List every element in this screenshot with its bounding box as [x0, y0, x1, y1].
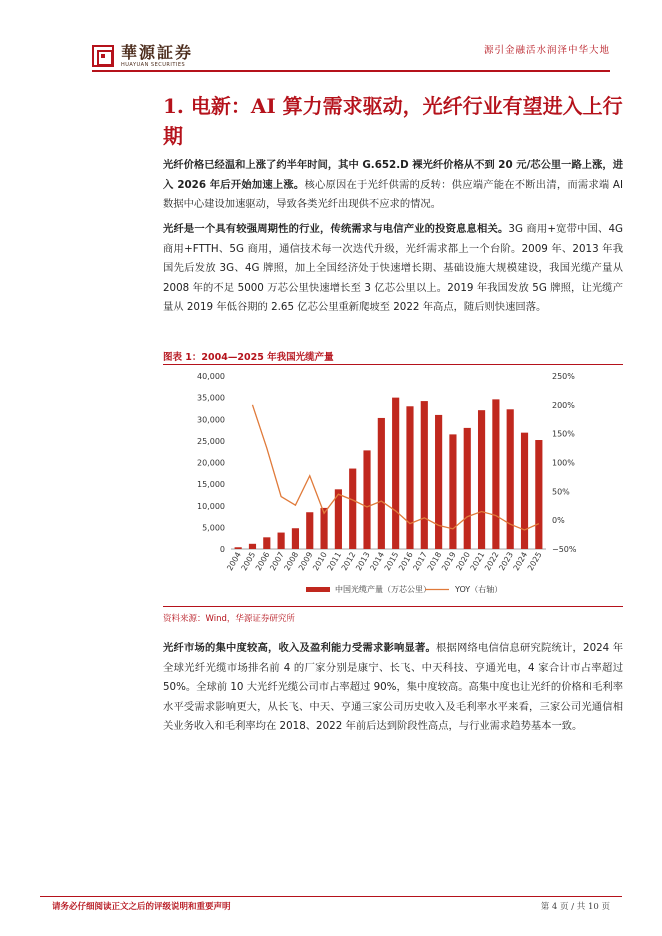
figure-title: 图表 1：2004—2025 年我国光缆产量	[163, 352, 334, 363]
legend-bar-label: 中国光缆产量（万芯公里）	[335, 585, 431, 594]
company-logo	[92, 40, 193, 72]
page-number: 第 4 页 / 共 10 页	[540, 902, 610, 912]
x-tick-label: 2017	[411, 550, 430, 573]
figure-bottom-rule	[163, 606, 623, 607]
x-tick-label: 2013	[354, 550, 372, 573]
paragraph-2	[163, 220, 623, 318]
x-tick-label: 2012	[339, 550, 358, 573]
y-right-tick-label: 50%	[552, 487, 570, 497]
logo-name-en: HUAYUAN SECURITIES	[121, 61, 186, 68]
x-tick-label: 2008	[282, 550, 301, 573]
logo-text	[121, 44, 193, 69]
bar-2006	[263, 537, 270, 549]
y-left-tick-label: 5,000	[202, 523, 225, 533]
bar-2015	[392, 398, 399, 549]
logo-seal-icon	[92, 45, 114, 67]
paragraph-3-lead: 光纤市场的集中度较高，收入及盈利能力受需求影响显著。	[163, 642, 437, 654]
y-right-tick-label: 0%	[552, 516, 565, 526]
logo-name-cn: 華源証券	[121, 42, 194, 62]
x-tick-label: 2024	[511, 550, 530, 573]
y-right-tick-label: 150%	[552, 429, 575, 439]
bar-2014	[378, 418, 385, 549]
bar-2021	[478, 410, 485, 549]
x-tick-label: 2025	[525, 550, 544, 573]
legend-line-label: YOY（右轴）	[455, 585, 503, 594]
y-left-tick-label: 20,000	[197, 458, 225, 468]
paragraph-3	[163, 639, 623, 737]
y-left-tick-label: 30,000	[197, 415, 225, 425]
bar-2008	[292, 528, 299, 549]
header-slogan: 源引金融活水润泽中华大地	[483, 45, 610, 56]
bar-2018	[435, 415, 442, 549]
bar-2025	[535, 440, 542, 549]
footer-divider	[40, 896, 622, 897]
x-tick-label: 2007	[268, 550, 286, 573]
legend-bar-swatch	[306, 587, 330, 592]
y-left-tick-label: 40,000	[197, 372, 225, 381]
bar-2013	[363, 450, 370, 549]
x-tick-label: 2020	[454, 550, 472, 573]
paragraph-2-lead: 光纤是一个具有较强周期性的行业，传统需求与电信产业的投资息息相关。	[163, 223, 509, 235]
footer-disclaimer: 请务必仔细阅读正文之后的评级说明和重要声明	[52, 902, 231, 912]
x-tick-label: 2016	[396, 550, 415, 573]
bar-2024	[521, 433, 528, 549]
header-divider	[92, 70, 610, 72]
x-tick-label: 2019	[439, 550, 458, 573]
page-header	[0, 0, 662, 72]
bar-2023	[507, 409, 514, 549]
bar-2016	[406, 406, 413, 549]
x-tick-label: 2005	[239, 550, 258, 573]
paragraph-1-body: 核心原因在于光纤供需的反转：供应端产能在不断出清，而需求端 AI 数据中心建设加速驱动，导致各类光纤出现供不应求的情况。	[163, 178, 623, 211]
x-tick-label: 2014	[368, 550, 387, 573]
x-tick-label: 2023	[497, 550, 515, 573]
cable-output-chart	[163, 366, 623, 606]
bar-2004	[235, 547, 242, 549]
y-left-tick-label: 0	[219, 545, 225, 554]
paragraph-3-body: 根据网络电信信息研究院统计，2024 年全球光纤光缆市场排名前 4 的厂家分别是康宁、长飞、中天科技、亨通光电，4 家合计市占率超过 50%。全球前 10 大光纤光缆公司市占率超过 90%，集中度较高。高集中度也让光纤的价格和毛利率水平受需求影响更大，从长飞、中天、亨通三家公司历史收入及毛利率水平来看，三家公司光通信相关业务收入和毛利率均在 2018、2022 年前后达到阶段性高点，与行业需求趋势基本一致。	[163, 642, 623, 733]
x-tick-label: 2011	[325, 550, 344, 573]
bar-2019	[449, 434, 456, 549]
x-tick-label: 2009	[296, 550, 315, 573]
y-left-tick-label: 25,000	[197, 436, 225, 446]
x-tick-label: 2004	[225, 550, 243, 573]
y-right-tick-label: 100%	[552, 458, 575, 468]
figure-source: 资料来源：Wind，华源证券研究所	[163, 614, 295, 624]
y-left-tick-label: 10,000	[197, 501, 225, 511]
bar-2020	[464, 428, 471, 549]
paragraph-1	[163, 156, 623, 215]
y-right-tick-label: 200%	[552, 400, 575, 410]
x-tick-label: 2022	[482, 550, 501, 573]
bar-2005	[249, 544, 256, 549]
x-tick-label: 2015	[382, 550, 401, 573]
bar-2017	[421, 401, 428, 549]
bar-2022	[492, 399, 499, 549]
bar-2012	[349, 469, 356, 549]
x-tick-label: 2018	[425, 550, 444, 573]
x-tick-label: 2006	[253, 550, 272, 573]
figure-top-rule	[163, 364, 623, 365]
y-left-tick-label: 35,000	[197, 393, 225, 403]
y-right-tick-label: 250%	[552, 372, 575, 381]
paragraph-2-body: 3G 商用+宽带中国、4G 商用+FTTH、5G 商用，通信技术每一次迭代升级，光纤需求都上一个台阶。2009 年、2013 年我国先后发放 3G、4G 牌照，加上全国经济处于快速增长期、基础设施大规模建设，我国光缆产量从 2008 年的不足 5000 万芯公里快速增长至 3 亿芯公里以上。2019 年我国发放 5G 牌照，让光缆产量从 2019 年低谷期的 2.65 亿芯公里重新爬坡至 2022 年高点，随后则快速回落。	[163, 223, 623, 314]
paragraph-1-lead: 光纤价格已经温和上涨了约半年时间，其中 G.652.D 裸光纤价格从不到 20 元/芯公里一路上涨，进入 2026 年后开始加速上涨。	[163, 159, 623, 191]
x-tick-label: 2021	[468, 550, 487, 573]
x-tick-label: 2010	[311, 550, 329, 573]
y-left-tick-label: 15,000	[197, 480, 225, 490]
y-right-tick-label: −50%	[552, 545, 577, 554]
bar-2009	[306, 512, 313, 549]
section-title: 1. 电新：AI 算力需求驱动，光纤行业有望进入上行期	[163, 94, 623, 148]
bar-2007	[278, 533, 285, 549]
